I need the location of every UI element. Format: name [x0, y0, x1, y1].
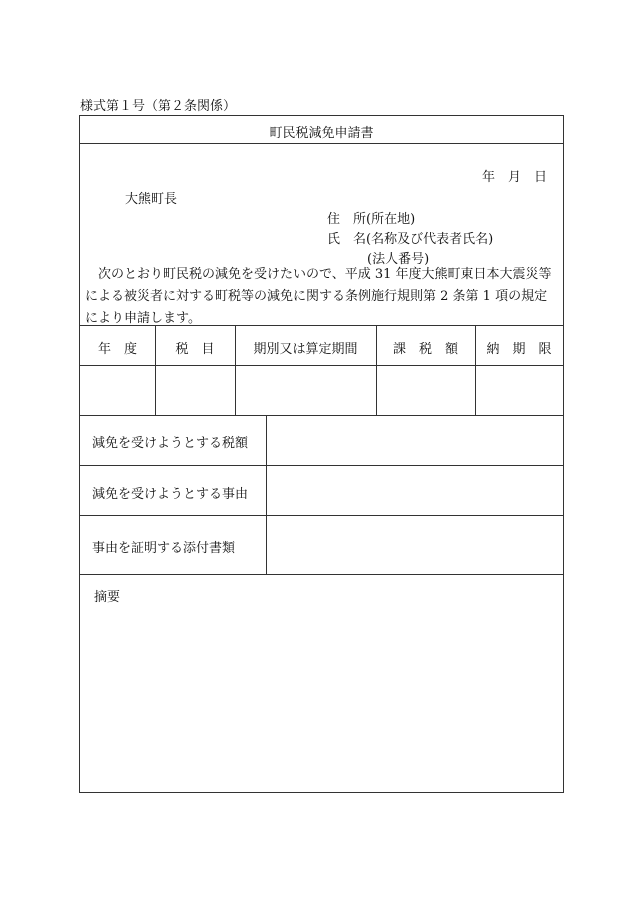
application-statement: [85, 264, 563, 330]
reduction-amount-input[interactable]: [266, 416, 563, 465]
form-title: 町民税減免申請書: [269, 126, 374, 141]
divider: [80, 574, 563, 575]
statement-line-3: により申請します。: [85, 311, 201, 326]
reduction-reason-input[interactable]: [266, 466, 563, 515]
field-divider: [266, 415, 267, 574]
table-divider: [376, 325, 377, 415]
reduction-reason-label: 減免を受けようとする事由: [92, 487, 249, 502]
header-period: 期別又は算定期間: [253, 342, 358, 357]
fiscal-year-input[interactable]: [80, 365, 155, 415]
tax-item-input[interactable]: [155, 365, 235, 415]
addressee: 大熊町長: [125, 192, 178, 207]
header-tax-item: 税 目: [175, 342, 215, 357]
application-form: [79, 115, 564, 793]
statement-line-2: による被災者に対する町税等の減免に関する条例施行規則第 2 条第 1 項の規定: [85, 289, 548, 304]
remarks-label: 摘要: [94, 590, 121, 605]
header-tax-amount: 課 税 額: [392, 342, 458, 357]
tax-amount-input[interactable]: [376, 365, 475, 415]
reduction-amount-label: 減免を受けようとする税額: [92, 436, 249, 451]
date-field[interactable]: 年 月 日: [482, 170, 548, 185]
corp-number-field[interactable]: (法人番号): [367, 252, 430, 267]
due-date-input[interactable]: [475, 365, 563, 415]
statement-line-1: 次のとおり町民税の減免を受けたいので、平成 31 年度大熊町東日本大震災等: [98, 267, 552, 282]
name-field[interactable]: 氏 名(名称及び代表者氏名): [327, 232, 494, 247]
table-divider: [235, 325, 236, 415]
table-divider: [475, 325, 476, 415]
header-fiscal-year: 年 度: [97, 342, 137, 357]
form-number: 様式第１号（第２条関係）: [80, 99, 237, 114]
divider: [80, 143, 563, 144]
period-input[interactable]: [235, 365, 376, 415]
remarks-input[interactable]: [80, 606, 563, 791]
attachments-label: 事由を証明する添付書類: [92, 541, 236, 556]
table-divider: [155, 325, 156, 415]
header-due-date: 納 期 限: [486, 342, 552, 357]
divider: [80, 325, 563, 326]
address-field[interactable]: 住 所(所在地): [327, 212, 416, 227]
attachments-input[interactable]: [266, 516, 563, 574]
